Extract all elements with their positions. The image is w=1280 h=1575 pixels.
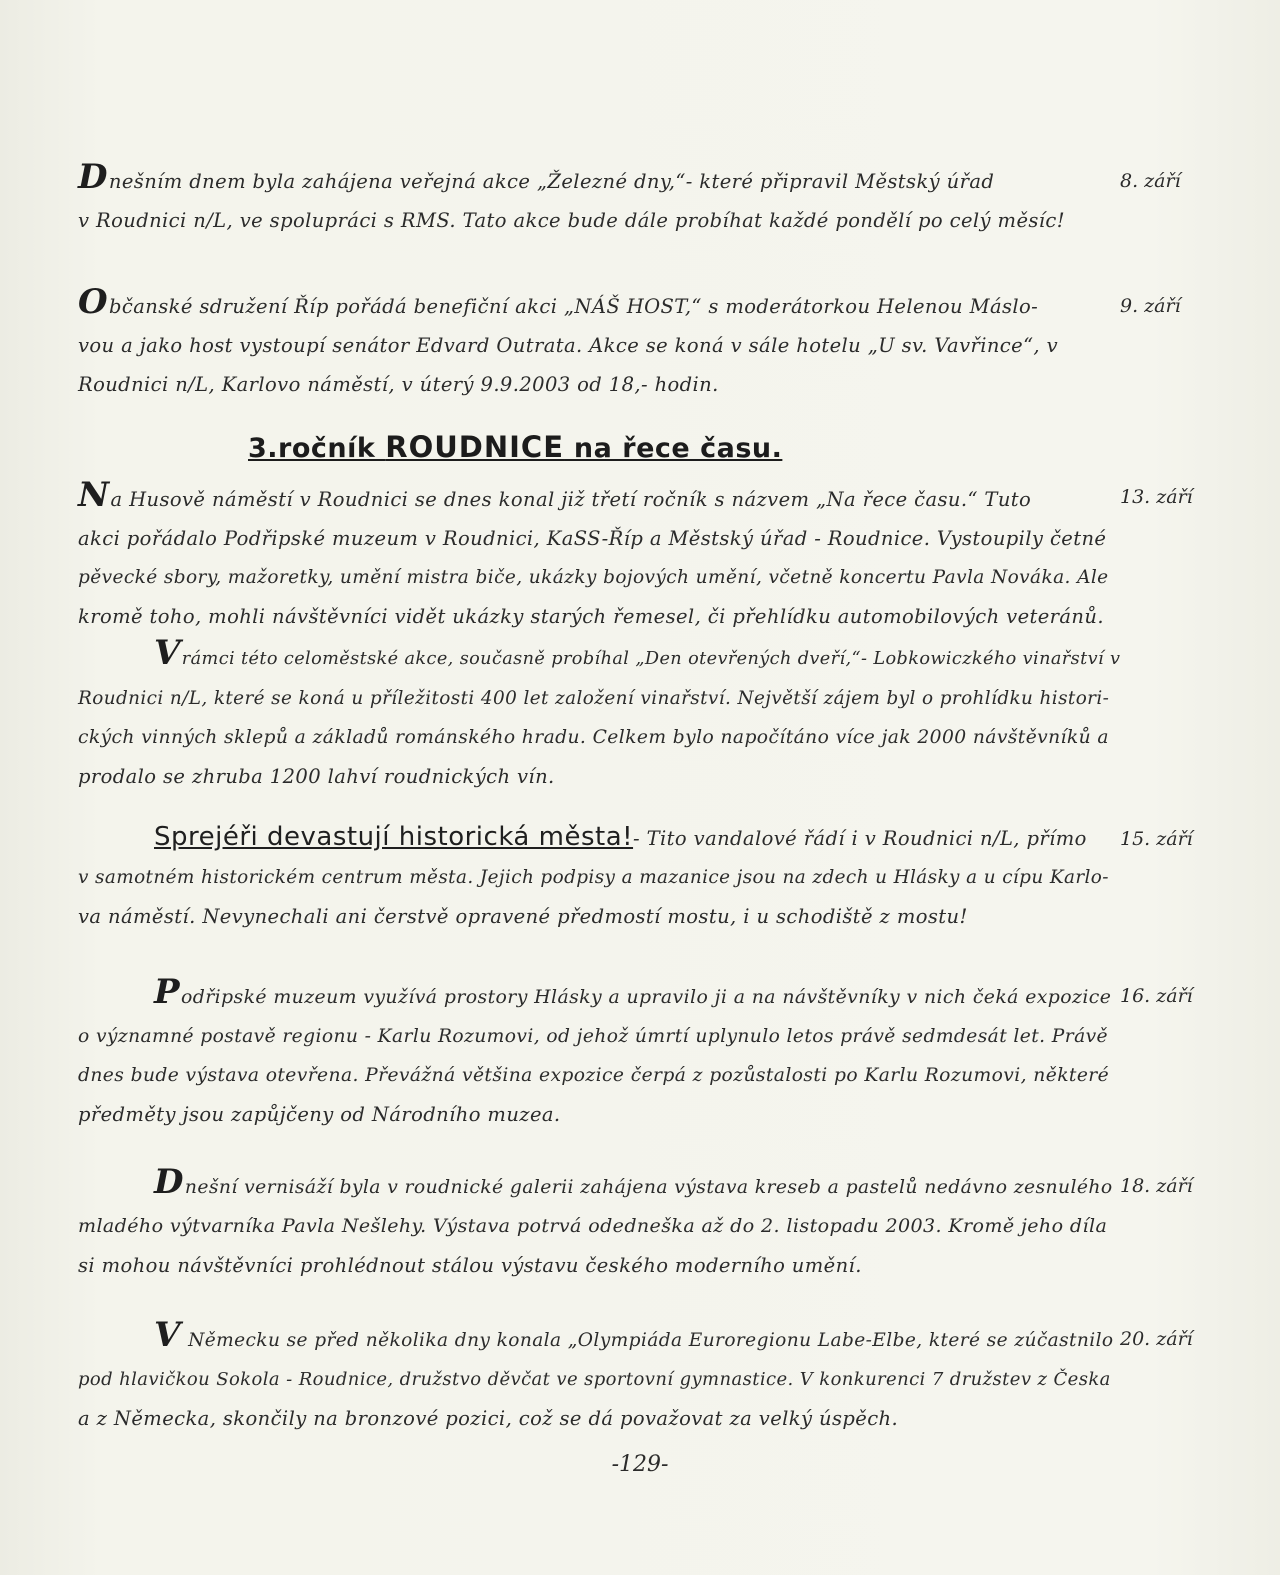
entry-line: Občanské sdružení Říp pořádá benefiční akci „NÁŠ HOST,“ s moderátorkou Helenou Máslo- [78, 282, 1039, 322]
entry-line: mladého výtvarníka Pavla Nešlehy. Výstava potrvá odedneška až do 2. listopadu 2003. Kromě jeho díla [78, 1215, 1108, 1237]
entry-18-zari [78, 1162, 1118, 1285]
entry-line: v Roudnici n/L, ve spolupráci s RMS. Tato akce bude dále probíhat každé pondělí po celý měsíc! [78, 209, 1065, 232]
section-heading: 3.ročník ROUDNICE na řece času. [248, 430, 783, 464]
date-label: 18. září [1120, 1175, 1193, 1197]
entry-line: kromě toho, mohli návštěvníci vidět ukázky starých řemesel, či přehlídku automobilových veteránů. [78, 605, 1104, 628]
drop-cap: D [78, 157, 108, 197]
inline-heading: Sprejéři devastují historická města! [154, 822, 634, 852]
drop-cap: V [154, 633, 181, 673]
entry-line: dnes bude výstava otevřena. Převážná většina expozice čerpá z pozůstalosti po Karlu Rozumovi, některé [78, 1065, 1110, 1086]
drop-cap: D [154, 1162, 184, 1202]
entry-line: Podřipské muzeum využívá prostory Hlásky a upravilo ji a na návštěvníky v nich čeká expozice [154, 972, 1112, 1012]
entry-line: prodalo se zhruba 1200 lahví roudnických vín. [78, 765, 555, 788]
entry-line: Dnešní vernisáží byla v roudnické galerii zahájena výstava kreseb a pastelů nedávno zesnulého [154, 1162, 1113, 1202]
entry-line: si mohou návštěvníci prohlédnout stálou výstavu českého moderního umění. [78, 1254, 862, 1277]
entry-15-zari [78, 818, 1118, 936]
date-label: 8. září [1120, 170, 1181, 192]
entry-line: Roudnici n/L, Karlovo náměstí, v úterý 9.9.2003 od 18,- hodin. [78, 373, 719, 396]
page-number: -129- [611, 1452, 669, 1477]
date-label: 20. září [1120, 1328, 1193, 1350]
entry-line: ckých vinných sklepů a základů románského hradu. Celkem bylo napočítáno více jak 2000 návštěvníků a [78, 727, 1109, 748]
entry-20-zari [78, 1315, 1118, 1438]
date-label: 9. září [1120, 295, 1181, 317]
entry-line: Dnešním dnem byla zahájena veřejná akce „Železné dny,“- které připravil Městský úřad [78, 157, 995, 197]
entry-8-zari [78, 157, 1118, 240]
drop-cap: P [154, 972, 180, 1012]
entry-line: o významné postavě regionu - Karlu Rozumovi, od jehož úmrtí uplynulo letos právě sedmdesát let. Právě [78, 1026, 1108, 1047]
entry-line: pod hlavičkou Sokola - Roudnice, družstvo děvčat ve sportovní gymnastice. V konkurenci 7 družstev z Česka [78, 1369, 1111, 1390]
entry-line: vou a jako host vystoupí senátor Edvard Outrata. Akce se koná v sále hotelu „U sv. Vavřince“, v [78, 334, 1059, 357]
entry-line: Roudnici n/L, které se koná u příležitosti 400 let založení vinařství. Největší zájem byl o prohlídku histori- [78, 688, 1110, 709]
entry-line: Sprejéři devastují historická města!- Tito vandalové řádí i v Roudnici n/L, přímo [154, 822, 1087, 852]
drop-cap: O [78, 282, 109, 322]
entry-line: pěvecké sbory, mažoretky, umění mistra biče, ukázky bojových umění, včetně koncertu Pavla Nováka. Ale [78, 567, 1109, 588]
entry-line: v samotném historickém centrum města. Jejich podpisy a mazanice jsou na zdech u Hlásky a u cípu Karlo- [78, 867, 1109, 888]
entry-line: předměty jsou zapůjčeny od Národního muzea. [78, 1103, 561, 1126]
drop-cap: V [154, 1315, 181, 1355]
drop-cap: N [78, 475, 110, 515]
date-label: 15. září [1120, 828, 1193, 850]
entry-line: va náměstí. Nevynechali ani čerstvě opravené předmostí mostu, i u schodiště z mostu! [78, 905, 968, 928]
entry-line: akci pořádalo Podřipské muzeum v Roudnici, KaSS-Říp a Městský úřad - Roudnice. Vystoupily četné [78, 527, 1107, 550]
entry-13-zari [78, 475, 1121, 796]
entry-line: Na Husově náměstí v Roudnici se dnes konal již třetí ročník s názvem „Na řece času.“ Tuto [78, 475, 1032, 515]
date-label: 16. září [1120, 985, 1193, 1007]
date-label: 13. září [1120, 486, 1193, 508]
entry-line: V Německu se před několika dny konala „Olympiáda Euroregionu Labe-Elbe, které se zúčastnilo [154, 1315, 1114, 1355]
entry-9-zari [78, 282, 1118, 404]
entry-16-zari [78, 972, 1118, 1134]
entry-line: a z Německa, skončily na bronzové pozici, což se dá považovat za velký úspěch. [78, 1407, 899, 1430]
entry-line: Vrámci této celoměstské akce, současně probíhal „Den otevřených dveří,“- Lobkowiczkého vinařství v [154, 633, 1121, 673]
